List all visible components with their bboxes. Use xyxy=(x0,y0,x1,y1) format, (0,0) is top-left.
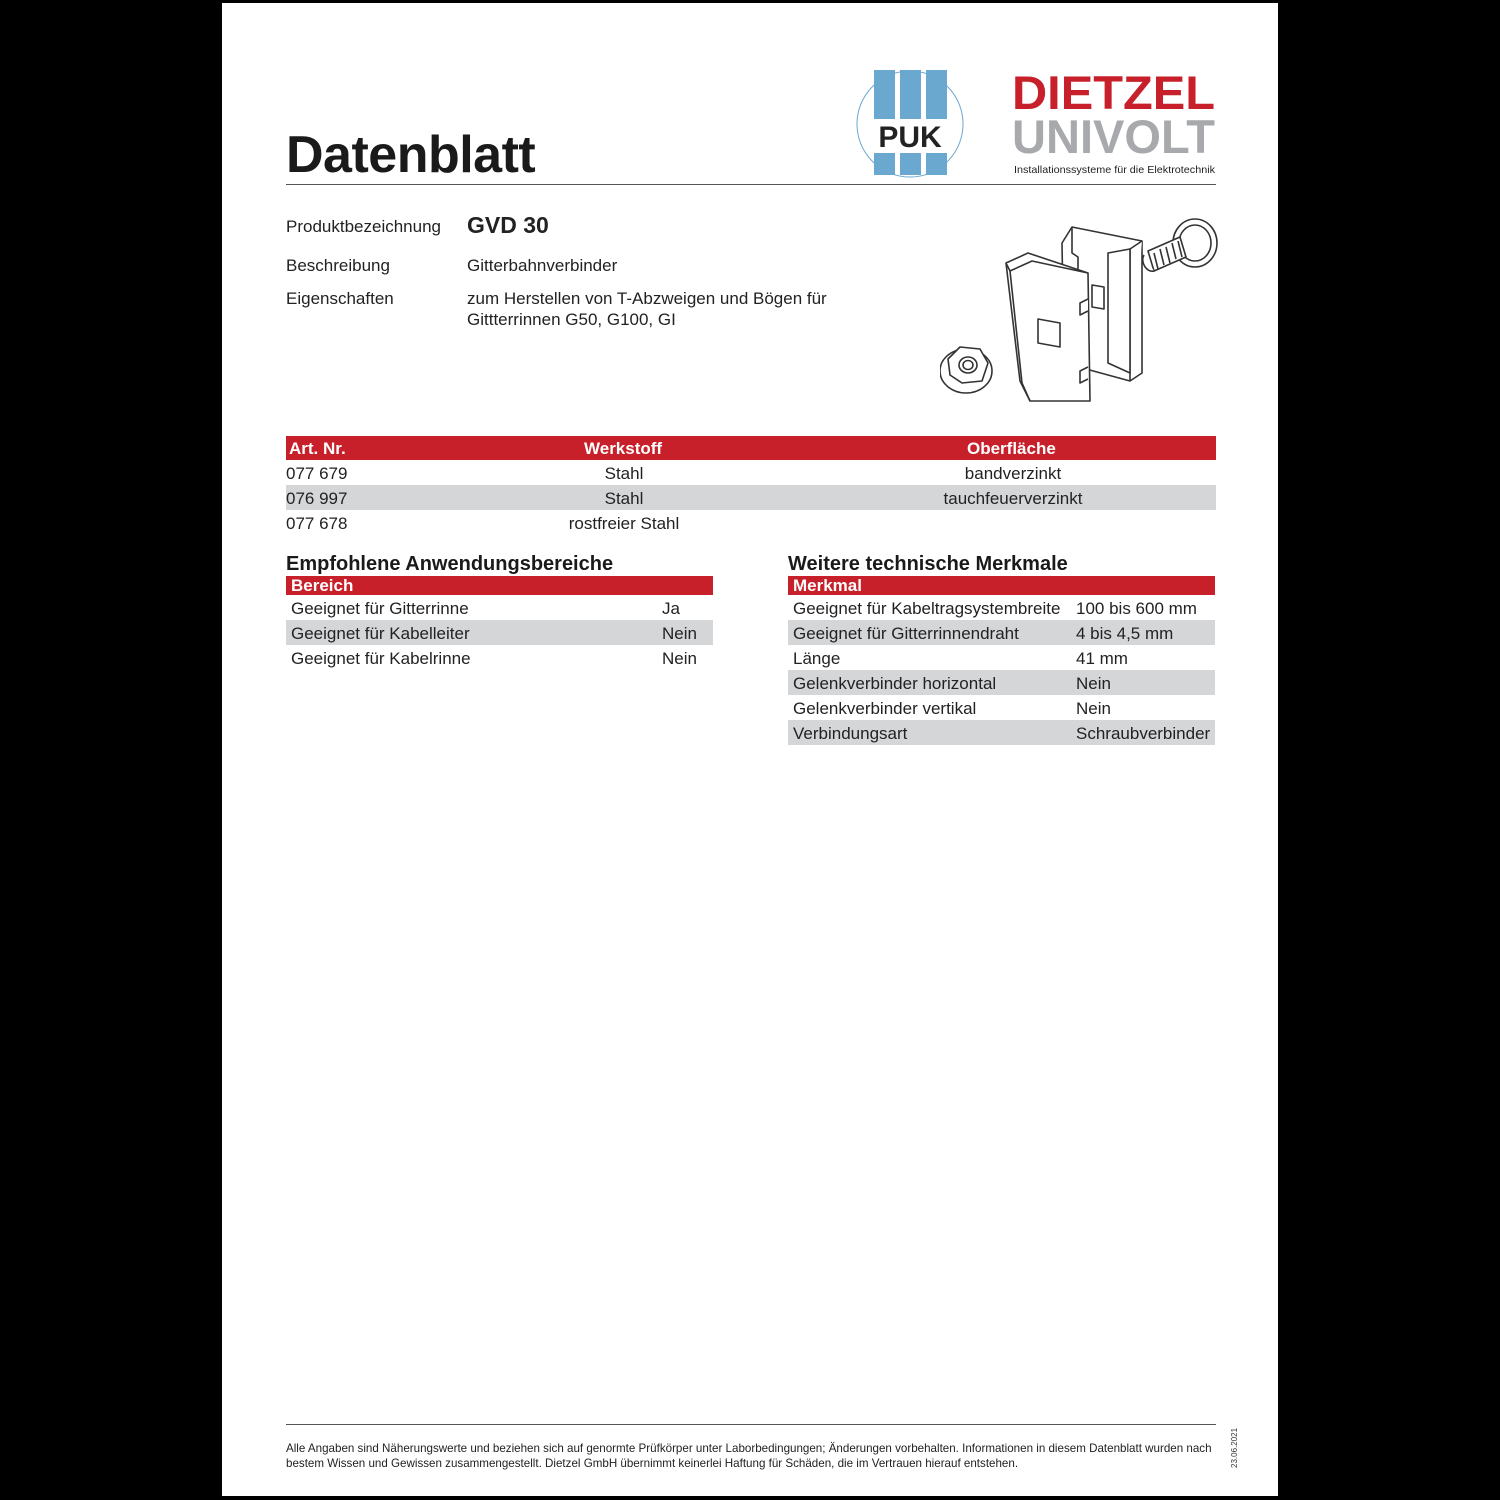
article-surface: tauchfeuerverzinkt xyxy=(943,489,1083,508)
table-row xyxy=(788,720,1215,745)
product-name: GVD 30 xyxy=(467,212,549,238)
applications-header: Bereich xyxy=(291,576,354,595)
product-name-label: Produktbezeichnung xyxy=(286,217,442,236)
puk-logo-text: PUK xyxy=(878,121,942,154)
application-name: Geeignet für Kabelleiter xyxy=(291,624,470,643)
table-row xyxy=(286,595,713,620)
article-material: Stahl xyxy=(604,489,644,508)
feature-name: Gelenkverbinder vertikal xyxy=(793,699,977,718)
dietzel-logo-text: DIETZEL xyxy=(1012,67,1215,119)
table-row xyxy=(788,645,1215,670)
logo-tagline: Installationssysteme für die Elektrotechnik xyxy=(1014,164,1216,176)
table-row xyxy=(788,620,1215,645)
table-row xyxy=(788,695,1215,720)
features-header: Merkmal xyxy=(793,576,862,595)
feature-value: Nein xyxy=(1076,699,1111,718)
articles-header-oberflaeche: Oberfläche xyxy=(967,439,1056,458)
table-row xyxy=(788,670,1215,695)
table-row xyxy=(286,645,713,670)
datasheet-page xyxy=(222,3,1278,1496)
article-number: 077 679 xyxy=(286,464,348,483)
properties-label: Eigenschaften xyxy=(286,289,394,308)
application-value: Ja xyxy=(662,599,680,618)
features-header-row xyxy=(788,576,1215,595)
footer-date: 23.06.2021 xyxy=(1230,1427,1239,1468)
articles-header-row xyxy=(286,436,1216,460)
feature-name: Geeignet für Kabeltragsystembreite xyxy=(793,599,1061,618)
table-row xyxy=(788,595,1215,620)
article-material: rostfreier Stahl xyxy=(568,514,680,533)
footer-disclaimer: Alle Angaben sind Näherungswerte und beziehen sich auf genormte Prüfkörper unter Laborbedingungen; Änderungen vorbehalten. Informationen in diesem Datenblatt wurden nach bestem Wissen und Gewissen zusammengestellt. Dietzel GmbH übernimmt keinerlei Haftung für Schäden, die im Vertrauen hierauf entstehen. xyxy=(286,1442,1212,1470)
application-name: Geeignet für Gitterrinne xyxy=(291,599,469,618)
table-row xyxy=(286,485,1216,510)
application-value: Nein xyxy=(662,624,697,643)
article-number: 077 678 xyxy=(286,514,348,533)
articles-header-werkstoff: Werkstoff xyxy=(584,439,663,458)
feature-value: 41 mm xyxy=(1076,649,1128,668)
header-divider xyxy=(286,184,1216,185)
applications-header-row xyxy=(286,576,713,595)
table-row xyxy=(286,620,713,645)
univolt-logo-text: UNIVOLT xyxy=(1012,110,1216,163)
puk-logo xyxy=(856,69,966,179)
feature-value: 100 bis 600 mm xyxy=(1076,599,1197,618)
properties-line-2: Gittterrinnen G50, G100, GI xyxy=(467,310,676,329)
description-label: Beschreibung xyxy=(286,256,390,275)
dietzel-univolt-logo xyxy=(1012,67,1218,179)
application-name: Geeignet für Kabelrinne xyxy=(291,649,471,668)
feature-name: Länge xyxy=(793,649,841,668)
description-value: Gitterbahnverbinder xyxy=(467,256,618,275)
feature-value: Schraubverbinder xyxy=(1076,724,1211,743)
articles-header-artnr: Art. Nr. xyxy=(289,439,346,458)
applications-title: Empfohlene Anwendungsbereiche xyxy=(286,553,614,575)
table-row xyxy=(286,460,1216,485)
article-number: 076 997 xyxy=(286,489,348,508)
feature-value: 4 bis 4,5 mm xyxy=(1076,624,1174,643)
properties-line-1: zum Herstellen von T-Abzweigen und Bögen für xyxy=(467,289,827,308)
feature-name: Verbindungsart xyxy=(793,724,908,743)
feature-value: Nein xyxy=(1076,674,1111,693)
application-value: Nein xyxy=(662,649,697,668)
features-title: Weitere technische Merkmale xyxy=(788,553,1068,575)
feature-name: Gelenkverbinder horizontal xyxy=(793,674,997,693)
feature-name: Geeignet für Gitterrinnendraht xyxy=(793,624,1019,643)
article-surface: bandverzinkt xyxy=(964,464,1062,483)
page-title: Datenblatt xyxy=(286,126,536,184)
article-material: Stahl xyxy=(604,464,644,483)
footer-divider xyxy=(286,1424,1216,1425)
product-illustration xyxy=(940,213,1220,409)
table-row xyxy=(286,510,1216,535)
